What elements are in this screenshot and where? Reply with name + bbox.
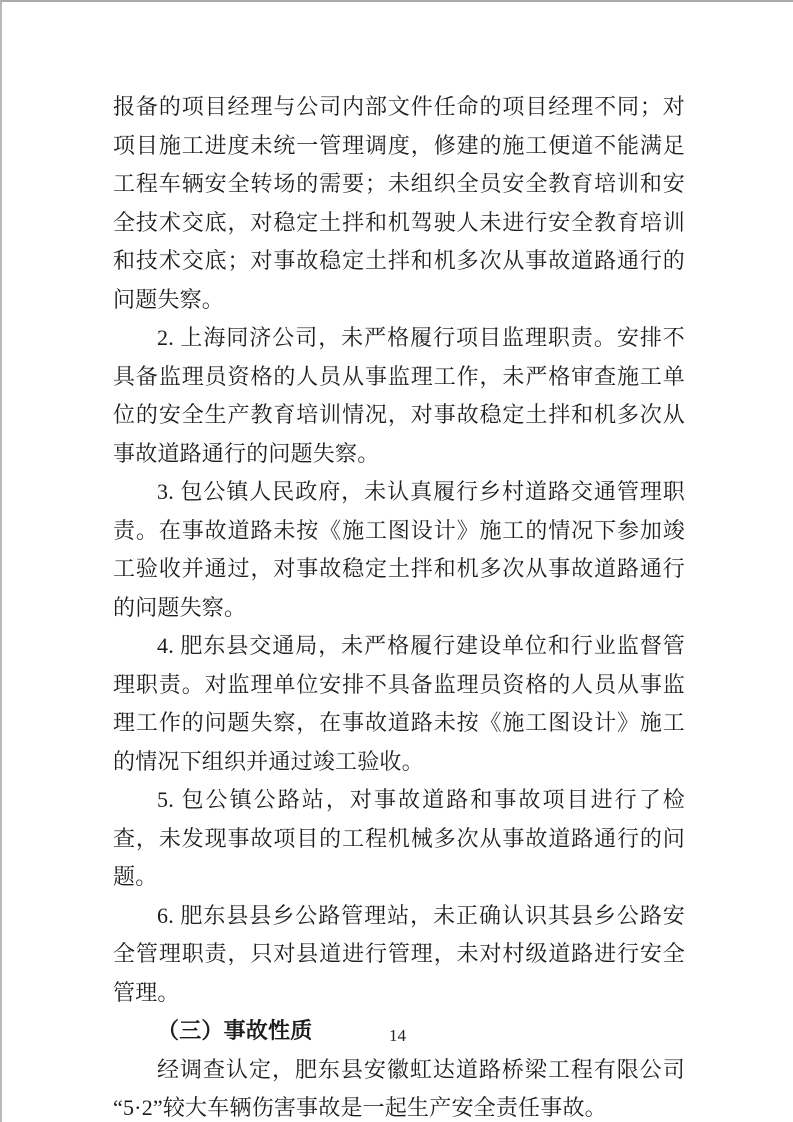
page-number: 14 <box>389 1026 406 1045</box>
body-paragraph-item-6: 6. 肥东县县乡公路管理站，未正确认识其县乡公路安全管理职责，只对县道进行管理，未对村级道路进行安全管理。 <box>113 902 685 1005</box>
section-heading-accident-nature: （三）事故性质 <box>157 1018 313 1043</box>
body-paragraph-item-3: 3. 包公镇人民政府，未认真履行乡村道路交通管理职责。在事故道路未按《施工图设计》施工的情况下参加竣工验收并通过，对事故稳定土拌和机多次从事故道路通行的问题失察。 <box>113 479 685 620</box>
page-content <box>113 88 685 1122</box>
conclusion-paragraph: 经调查认定，肥东县安徽虹达道路桥梁工程有限公司“5·2”较大车辆伤害事故是一起生产安全责任事故。 <box>113 1056 685 1120</box>
body-paragraph-continuation: 报备的项目经理与公司内部文件任命的项目经理不同；对项目施工进度未统一管理调度，修建的施工便道不能满足工程车辆安全转场的需要；未组织全员安全教育培训和安全技术交底，对稳定土拌和机驾驶人未进行安全教育培训和技术交底；对事故稳定土拌和机多次从事故道路通行的问题失察。 <box>113 94 685 312</box>
body-paragraph-item-2: 2. 上海同济公司，未严格履行项目监理职责。安排不具备监理员资格的人员从事监理工作，未严格审查施工单位的安全生产教育培训情况，对事故稳定土拌和机多次从事故道路通行的问题失察。 <box>113 325 685 466</box>
body-paragraph-item-4: 4. 肥东县交通局，未严格履行建设单位和行业监督管理职责。对监理单位安排不具备监理员资格的人员从事监理工作的问题失察，在事故道路未按《施工图设计》施工的情况下组织并通过竣工验收。 <box>113 633 685 774</box>
body-paragraph-item-5: 5. 包公镇公路站，对事故道路和事故项目进行了检查，未发现事故项目的工程机械多次从事故道路通行的问题。 <box>113 787 685 889</box>
